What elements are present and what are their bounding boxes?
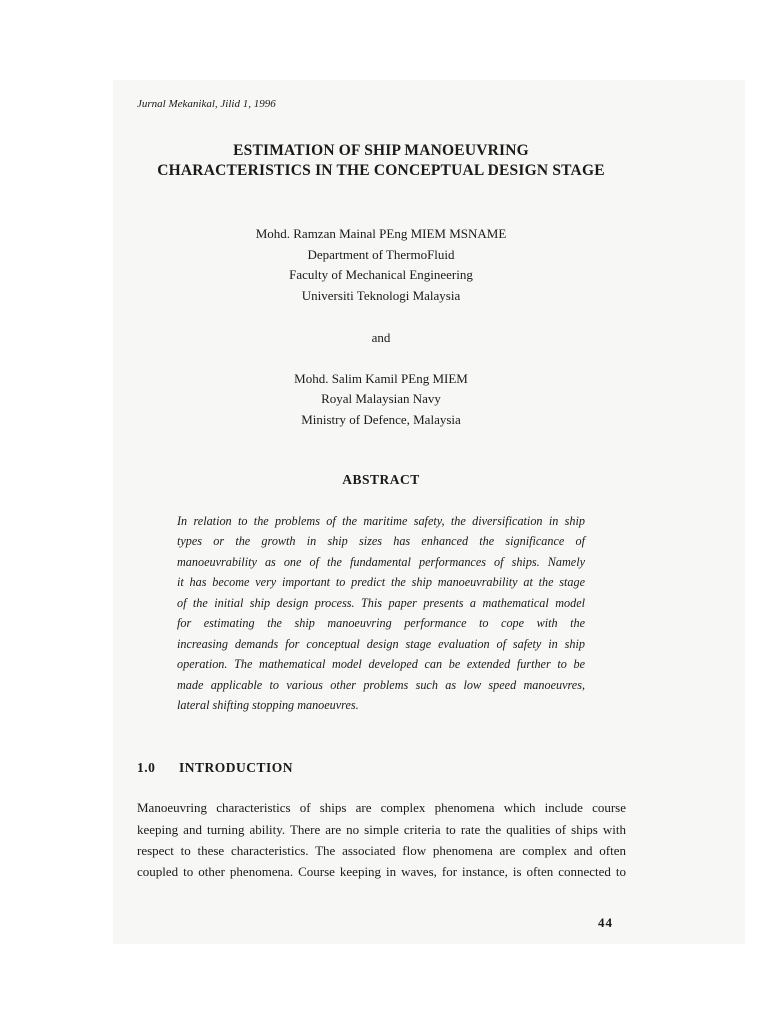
page-number: 44 <box>598 915 613 930</box>
section-number: 1.0 <box>137 760 156 775</box>
body-line: coupled to other phenomena. Course keeping in waves, for instance, is often connected to <box>137 864 626 879</box>
abstract-heading: ABSTRACT <box>342 472 420 487</box>
section-heading <box>137 760 293 776</box>
abstract-line: types or the growth in ship sizes has enhanced the significance of <box>177 534 585 548</box>
abstract-line: for estimating the ship manoeuvring performance to cope with the <box>177 616 585 630</box>
abstract-line: increasing demands for conceptual design stage evaluation of safety in ship <box>177 637 585 651</box>
author2-name: Mohd. Salim Kamil PEng MIEM <box>294 371 468 386</box>
title-line-2: CHARACTERISTICS IN THE CONCEPTUAL DESIGN STAGE <box>157 162 605 179</box>
author1-department: Department of ThermoFluid <box>307 247 455 262</box>
conjunction-and: and <box>371 330 391 345</box>
body-line: Manoeuvring characteristics of ships are complex phenomena which include course <box>137 800 626 815</box>
abstract-line: lateral shifting stopping manoeuvres. <box>177 698 359 712</box>
title-line-1: ESTIMATION OF SHIP MANOEUVRING <box>233 142 529 159</box>
body-line: keeping and turning ability. There are no simple criteria to rate the qualities of ships with <box>137 822 626 837</box>
abstract-line: it has become very important to predict the ship manoeuvrability at the stage <box>177 575 585 589</box>
abstract-line: operation. The mathematical model developed can be extended further to be <box>177 657 585 671</box>
abstract-line: of the initial ship design process. This paper presents a mathematical model <box>177 596 585 610</box>
author1-university: Universiti Teknologi Malaysia <box>301 288 461 303</box>
author2-affiliation: Royal Malaysian Navy <box>321 391 441 406</box>
abstract-line: made applicable to various other problems such as low speed manoeuvres, <box>177 678 585 692</box>
section-title: INTRODUCTION <box>179 760 294 775</box>
body-line: respect to these characteristics. The associated flow phenomena are complex and often <box>137 843 626 858</box>
author2-ministry: Ministry of Defence, Malaysia <box>301 412 461 427</box>
abstract-line: In relation to the problems of the maritime safety, the diversification in ship <box>177 514 585 528</box>
journal-header: Jurnal Mekanikal, Jilid 1, 1996 <box>137 98 276 110</box>
abstract-line: manoeuvrability as one of the fundamental performances of ships. Namely <box>177 555 585 569</box>
author1-name: Mohd. Ramzan Mainal PEng MIEM MSNAME <box>255 226 507 241</box>
author1-faculty: Faculty of Mechanical Engineering <box>289 267 473 282</box>
